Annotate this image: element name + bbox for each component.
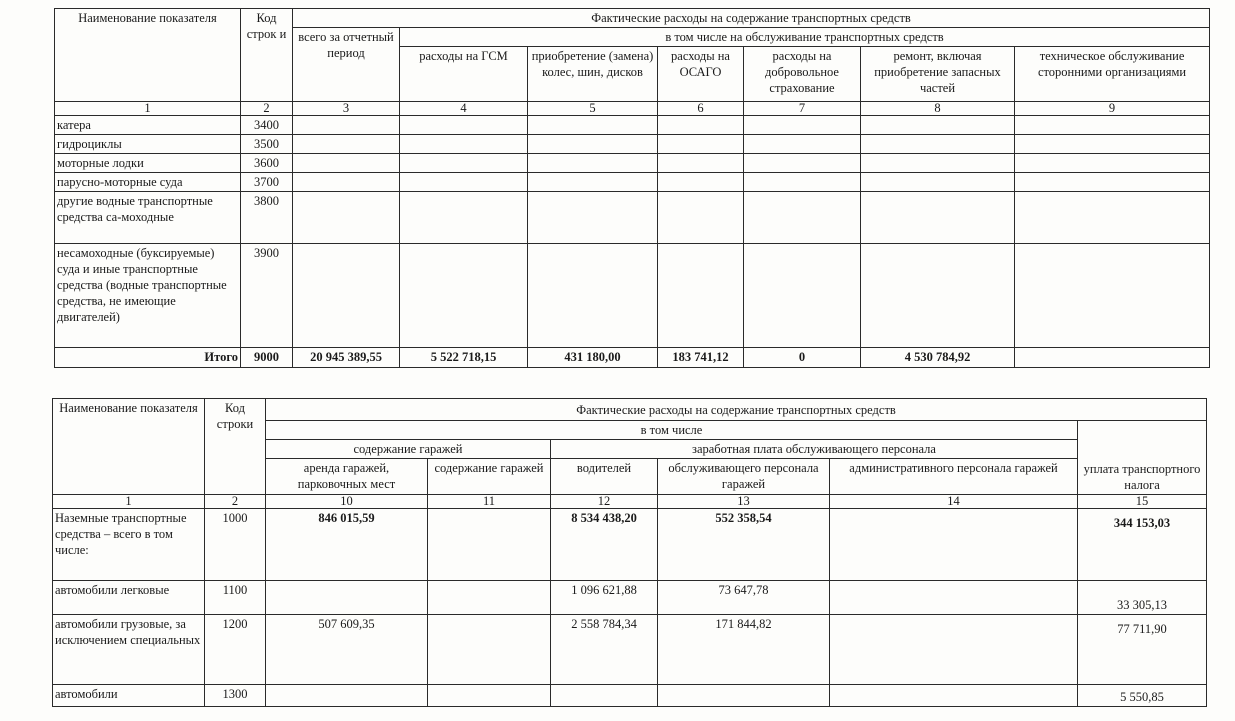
col-num: 4 — [400, 102, 528, 116]
header-garages: содержание гаражей — [266, 440, 551, 459]
col-num: 7 — [744, 102, 861, 116]
total-c7: 0 — [744, 348, 861, 368]
col-num: 1 — [53, 495, 205, 509]
table-row — [55, 192, 1210, 244]
total-code: 9000 — [241, 348, 293, 368]
table-row — [53, 685, 1207, 707]
total-label: Итого — [55, 348, 241, 368]
cell-c12 — [551, 685, 658, 707]
header-c6: расходы на ОСАГО — [658, 47, 744, 102]
header-c7: расходы на добровольное страхование — [744, 47, 861, 102]
transport-expenses-table-1 — [54, 8, 1210, 368]
total-c3: 20 945 389,55 — [293, 348, 400, 368]
total-c6: 183 741,12 — [658, 348, 744, 368]
cell-c15: 5 550,85 — [1078, 685, 1207, 707]
row-name: несамоходные (буксируемые) суда и иные транспортные средства (водные транспортные средства, не имеющие двигателей) — [55, 244, 241, 348]
col-num: 6 — [658, 102, 744, 116]
header-c9: техническое обслуживание сторонними организациями — [1015, 47, 1210, 102]
header-c8: ремонт, включая приобретение запасных частей — [861, 47, 1015, 102]
cell-c12: 2 558 784,34 — [551, 615, 658, 685]
row-code: 3700 — [241, 173, 293, 192]
col-num: 2 — [241, 102, 293, 116]
row-name: катера — [55, 116, 241, 135]
row-code: 3600 — [241, 154, 293, 173]
row-name: гидроциклы — [55, 135, 241, 154]
cell-c13: 552 358,54 — [658, 509, 830, 581]
row-name: моторные лодки — [55, 154, 241, 173]
cell-c15: 33 305,13 — [1078, 581, 1207, 615]
cell-c14 — [830, 615, 1078, 685]
cell-c15: 344 153,03 — [1078, 509, 1207, 581]
row-name: автомобили — [53, 685, 205, 707]
header-group: Фактические расходы на содержание транспортных средств — [293, 9, 1210, 28]
header-code: Код строк и — [241, 9, 293, 102]
cell-c10: 507 609,35 — [266, 615, 428, 685]
cell-c12: 8 534 438,20 — [551, 509, 658, 581]
row-code: 3400 — [241, 116, 293, 135]
col-num: 12 — [551, 495, 658, 509]
col-num: 14 — [830, 495, 1078, 509]
header-group: Фактические расходы на содержание транспортных средств — [266, 399, 1207, 421]
cell-c14 — [830, 509, 1078, 581]
row-name: парусно-моторные суда — [55, 173, 241, 192]
header-c11: содержание гаражей — [428, 459, 551, 495]
cell-c13: 171 844,82 — [658, 615, 830, 685]
table-row — [53, 581, 1207, 615]
table-row — [55, 135, 1210, 154]
col-num: 15 — [1078, 495, 1207, 509]
cell-c12: 1 096 621,88 — [551, 581, 658, 615]
col-num: 13 — [658, 495, 830, 509]
header-name: Наименование показателя — [53, 399, 205, 495]
header-c5: приобретение (замена) колес, шин, дисков — [528, 47, 658, 102]
column-numbers-row — [53, 495, 1207, 509]
row-name: автомобили легковые — [53, 581, 205, 615]
cell-c11 — [428, 509, 551, 581]
total-row — [55, 348, 1210, 368]
cell-c11 — [428, 615, 551, 685]
header-total: всего за отчетный период — [293, 28, 400, 102]
col-num: 3 — [293, 102, 400, 116]
header-including: в том числе на обслуживание транспортных средств — [400, 28, 1210, 47]
col-num: 5 — [528, 102, 658, 116]
table-row — [55, 244, 1210, 348]
cell-c13: 73 647,78 — [658, 581, 830, 615]
total-c9 — [1015, 348, 1210, 368]
col-num: 10 — [266, 495, 428, 509]
row-code: 3500 — [241, 135, 293, 154]
column-numbers-row — [55, 102, 1210, 116]
table-row — [55, 173, 1210, 192]
row-code: 3800 — [241, 192, 293, 244]
col-num: 11 — [428, 495, 551, 509]
row-code: 1100 — [205, 581, 266, 615]
table-row — [55, 154, 1210, 173]
row-code: 1300 — [205, 685, 266, 707]
header-including: в том числе — [266, 421, 1078, 440]
col-num: 9 — [1015, 102, 1210, 116]
row-code: 1000 — [205, 509, 266, 581]
cell-c14 — [830, 581, 1078, 615]
cell-c14 — [830, 685, 1078, 707]
header-c14: административного персонала гаражей — [830, 459, 1078, 495]
header-c13: обслуживающего персонала гаражей — [658, 459, 830, 495]
header-c4: расходы на ГСМ — [400, 47, 528, 102]
col-num: 2 — [205, 495, 266, 509]
row-name: другие водные транспортные средства са-моходные — [55, 192, 241, 244]
total-c8: 4 530 784,92 — [861, 348, 1015, 368]
header-tax: уплата транспортного налога — [1078, 421, 1207, 495]
header-c10: аренда гаражей, парковочных мест — [266, 459, 428, 495]
cell-c11 — [428, 685, 551, 707]
row-code: 3900 — [241, 244, 293, 348]
cell-c10 — [266, 581, 428, 615]
header-salary: заработная плата обслуживающего персонала — [551, 440, 1078, 459]
header-name: Наименование показателя — [55, 9, 241, 102]
total-c5: 431 180,00 — [528, 348, 658, 368]
cell-c10 — [266, 685, 428, 707]
row-name: Наземные транспортные средства – всего в том числе: — [53, 509, 205, 581]
table-row — [53, 615, 1207, 685]
header-code: Код строки — [205, 399, 266, 495]
cell-c11 — [428, 581, 551, 615]
table-row — [53, 509, 1207, 581]
col-num: 1 — [55, 102, 241, 116]
cell-c13 — [658, 685, 830, 707]
col-num: 8 — [861, 102, 1015, 116]
table-row — [55, 116, 1210, 135]
row-name: автомобили грузовые, за исключением специальных — [53, 615, 205, 685]
total-c4: 5 522 718,15 — [400, 348, 528, 368]
transport-expenses-table-2 — [52, 398, 1207, 707]
cell-c10: 846 015,59 — [266, 509, 428, 581]
cell-c15: 77 711,90 — [1078, 615, 1207, 685]
header-c12: водителей — [551, 459, 658, 495]
row-code: 1200 — [205, 615, 266, 685]
